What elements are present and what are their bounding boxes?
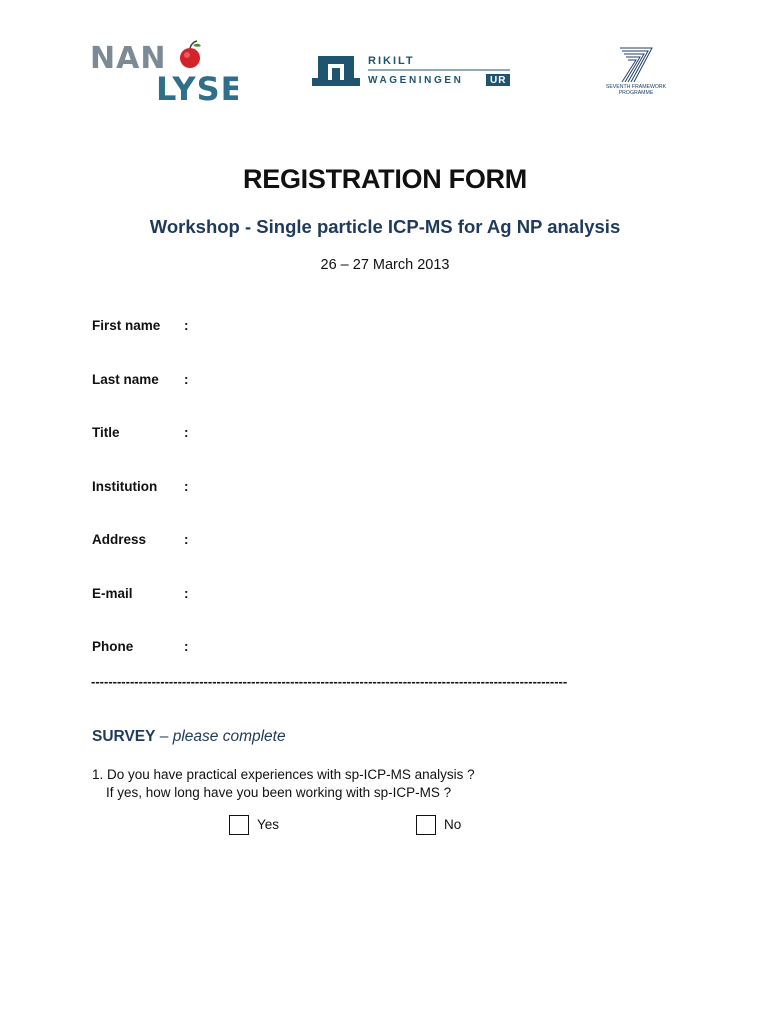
last-name-field[interactable] [200,370,674,394]
rikilt-wageningen-logo [310,46,515,90]
email-colon: : [184,586,189,601]
survey-heading-bold: SURVEY [92,728,156,745]
title-label: Title [92,425,120,440]
rikilt-building-icon [312,56,360,86]
survey-heading-dash: – [159,728,169,745]
institution-label: Institution [92,479,158,494]
title-colon: : [184,425,189,440]
workshop-subtitle: Workshop - Single particle ICP-MS for Ag NP analysis [149,216,621,237]
fp7-line2: PROGRAMME [618,90,654,96]
no-label: No [444,817,462,832]
survey-heading-italic: please complete [172,728,286,745]
phone-label: Phone [92,639,134,654]
survey-question-1: 1. Do you have practical experiences with sp-ICP-MS analysis ? [92,767,475,782]
fp7-line1: SEVENTH FRAMEWORK [605,84,667,90]
nanolyse-logo [88,40,238,104]
yes-label: Yes [257,817,280,832]
email-field[interactable] [200,584,674,608]
nanolyse-logo-nan: NAN [90,41,167,76]
first-name-field[interactable] [200,316,674,340]
phone-colon: : [184,639,189,654]
address-field[interactable] [200,530,674,554]
address-label: Address [92,532,147,547]
fp7-logo [600,44,672,96]
no-checkbox[interactable] [416,815,436,835]
dashed-divider: -------------------------------------------------------------------------------------------------------------- [91,674,568,689]
workshop-dates: 26 – 27 March 2013 [320,257,450,273]
email-label: E-mail [92,586,133,601]
wageningen-text: WAGENINGEN [368,75,464,86]
fp7-7-icon [620,48,652,82]
last-name-label: Last name [92,372,159,387]
survey-heading [92,728,286,746]
first-name-colon: : [184,318,189,333]
nanolyse-logo-lyse: LYSE [156,70,238,104]
yes-checkbox[interactable] [229,815,249,835]
rikilt-text: RIKILT [368,55,415,67]
address-colon: : [184,532,189,547]
phone-field[interactable] [200,637,674,661]
survey-question-1-followup: If yes, how long have you been working with sp-ICP-MS ? [106,785,452,800]
ur-text: UR [490,75,507,86]
title-field[interactable] [200,423,674,447]
institution-field[interactable] [200,477,674,501]
first-name-label: First name [92,318,161,333]
apple-o-icon [180,41,201,68]
last-name-colon: : [184,372,189,387]
institution-colon: : [184,479,189,494]
page-title: REGISTRATION FORM [243,164,527,194]
